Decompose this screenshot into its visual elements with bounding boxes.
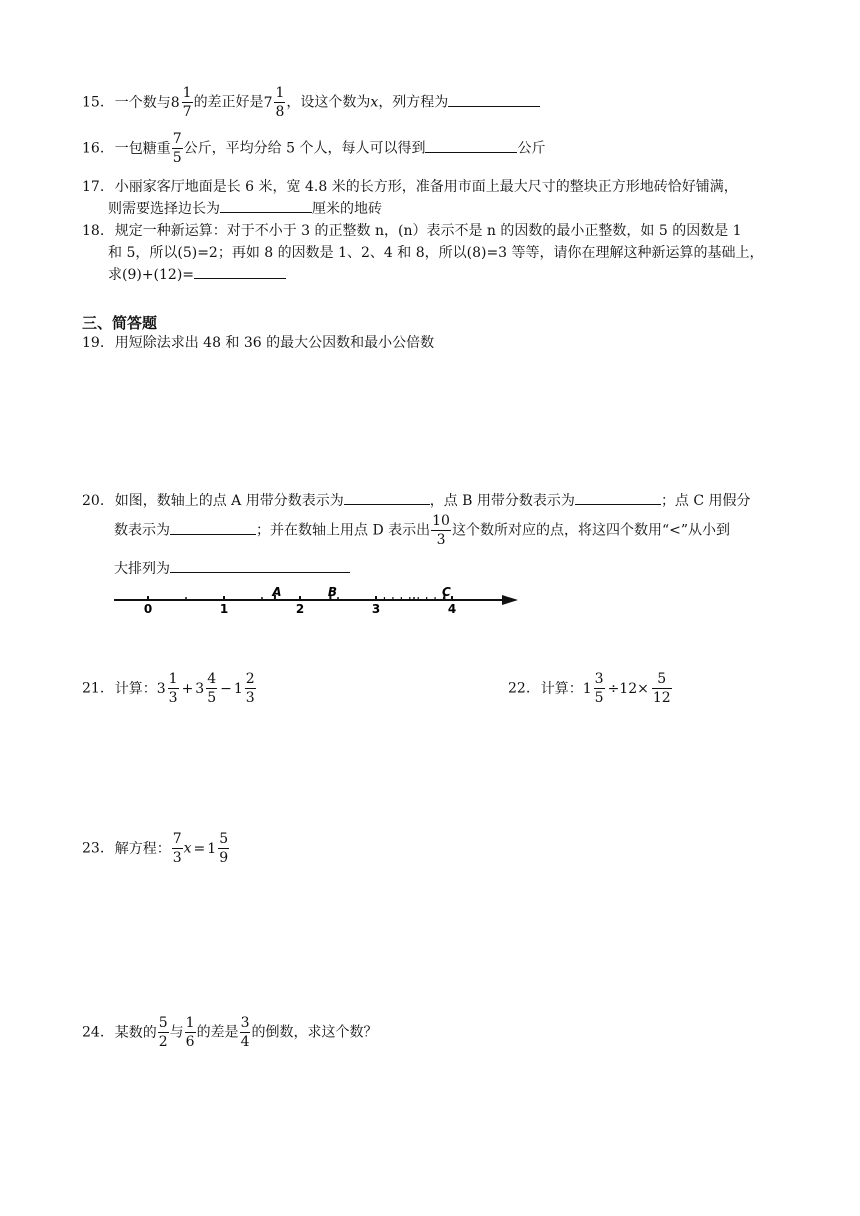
operator: = [193,840,206,857]
axis-tick-label: 0 [143,602,153,616]
axis-tick-label: 3 [371,602,381,616]
point-label: C [441,585,451,599]
fraction: $\frac{5}{12}$ [652,671,671,706]
question-19 [82,332,434,352]
fraction: $\frac{10}{3}$ [432,513,450,548]
question-text: 的差是 [196,1024,239,1041]
question-text: 规定一种新运算：对于不小于 3 的正整数 n，(n）表示不是 n 的因数的最小正整数，如 5 的因数是 1 [114,223,742,239]
axis-arrow [502,595,518,605]
question-16 [82,132,545,165]
question-20-line2 [114,514,730,547]
question-number: 21. [82,680,105,697]
question-text: 这个数所对应的点，将这四个数用“<”从小到 [451,522,730,539]
mixed-fraction: 1 $\frac{2}{3}$ [233,671,255,706]
question-20 [82,490,751,510]
variable: x [183,840,192,857]
fraction: $\frac{5}{2}$ [158,1015,168,1050]
question-text: 公斤，平均分给 5 个人，每人可以得到 [183,140,426,157]
question-text: 某数的 [114,1024,157,1041]
question-text: 数表示为 [114,522,170,539]
answer-blank[interactable] [220,200,312,213]
axis-tick-label: 1 [219,602,229,616]
operator: − [220,680,232,697]
question-text: ；点 C 用假分 [660,493,751,509]
question-15 [82,86,540,119]
question-text: 公斤 [517,140,546,157]
question-number: 20. [82,493,105,509]
answer-blank[interactable] [170,522,256,535]
question-number: 24. [82,1024,105,1041]
question-number: 19. [82,335,105,351]
question-text: 小丽家客厅地面是长 6 米，宽 4.8 米的长方形，准备用市面上最大尺寸的整块正方形地砖恰好铺满， [114,179,738,195]
fraction: $\frac{7}{3}$ [172,831,182,866]
question-text: 的差正好是 [193,94,264,111]
question-text: 用短除法求出 48 和 36 的最大公因数和最小公倍数 [114,335,435,351]
question-text: 与 [169,1024,184,1041]
question-23 [82,832,230,865]
question-24 [82,1016,377,1049]
mixed-fraction: 7 $\frac{1}{8}$ [263,85,285,120]
operator: ÷12× [607,680,649,697]
question-text: 一包糖重 [114,140,171,157]
answer-blank[interactable] [194,266,286,279]
question-text: ；并在数轴上用点 D 表示出 [256,522,431,539]
question-number: 17. [82,179,105,195]
question-18 [82,220,764,286]
point-label: A [272,585,282,599]
mixed-fraction: 8 $\frac{1}{7}$ [170,85,192,120]
question-21 [82,672,257,705]
answer-blank[interactable] [448,94,540,107]
answer-blank[interactable] [170,560,350,573]
answer-blank[interactable] [425,140,517,153]
axis-tick-label: 4 [447,602,457,616]
question-number: 22. [508,680,531,697]
fraction: $\frac{1}{6}$ [185,1015,195,1050]
question-number: 23. [82,840,105,857]
question-text: 计算： [540,680,583,697]
question-text: 求(9)+(12)= [108,267,195,283]
answer-blank[interactable] [575,492,661,505]
question-text: ，列方程为 [378,94,449,111]
question-text: 和 5，所以(5)=2；再如 8 的因数是 1、2、4 和 8，所以(8)=3 等等，请你在理解这种新运算的基础上， [108,245,764,261]
section-heading: 三、简答题 [82,314,158,332]
answer-blank[interactable] [344,492,430,505]
question-text: 计算： [114,680,157,697]
variable: x [370,94,379,111]
question-text: 一个数与 [114,94,171,111]
question-text: 解方程： [114,840,171,857]
question-text: 则需要选择边长为 [108,201,220,217]
question-number: 18. [82,223,105,239]
mixed-fraction: 1 $\frac{5}{9}$ [207,831,229,866]
question-text: 大排列为 [114,561,170,577]
question-number: 16. [82,140,105,157]
number-line [110,584,530,616]
question-20-line3 [114,558,350,578]
question-text: 如图，数轴上的点 A 用带分数表示为 [114,493,344,509]
fraction: $\frac{3}{4}$ [240,1015,250,1050]
axis-tick-label: 2 [295,602,305,616]
question-text: 厘米的地砖 [312,201,382,217]
mixed-fraction: 3 $\frac{4}{5}$ [195,671,217,706]
point-label: B [327,585,337,599]
question-22 [508,672,673,705]
question-text: ，设这个数为 [286,94,371,111]
operator: + [181,680,194,697]
mixed-fraction: 3 $\frac{1}{3}$ [156,671,178,706]
question-text: 的倒数，求这个数？ [251,1024,378,1041]
question-text: ，点 B 用带分数表示为 [429,493,575,509]
question-number: 15. [82,94,105,111]
mixed-fraction: 1 $\frac{3}{5}$ [582,671,604,706]
fraction: $\frac{7}{5}$ [172,131,182,166]
question-17 [82,176,738,220]
